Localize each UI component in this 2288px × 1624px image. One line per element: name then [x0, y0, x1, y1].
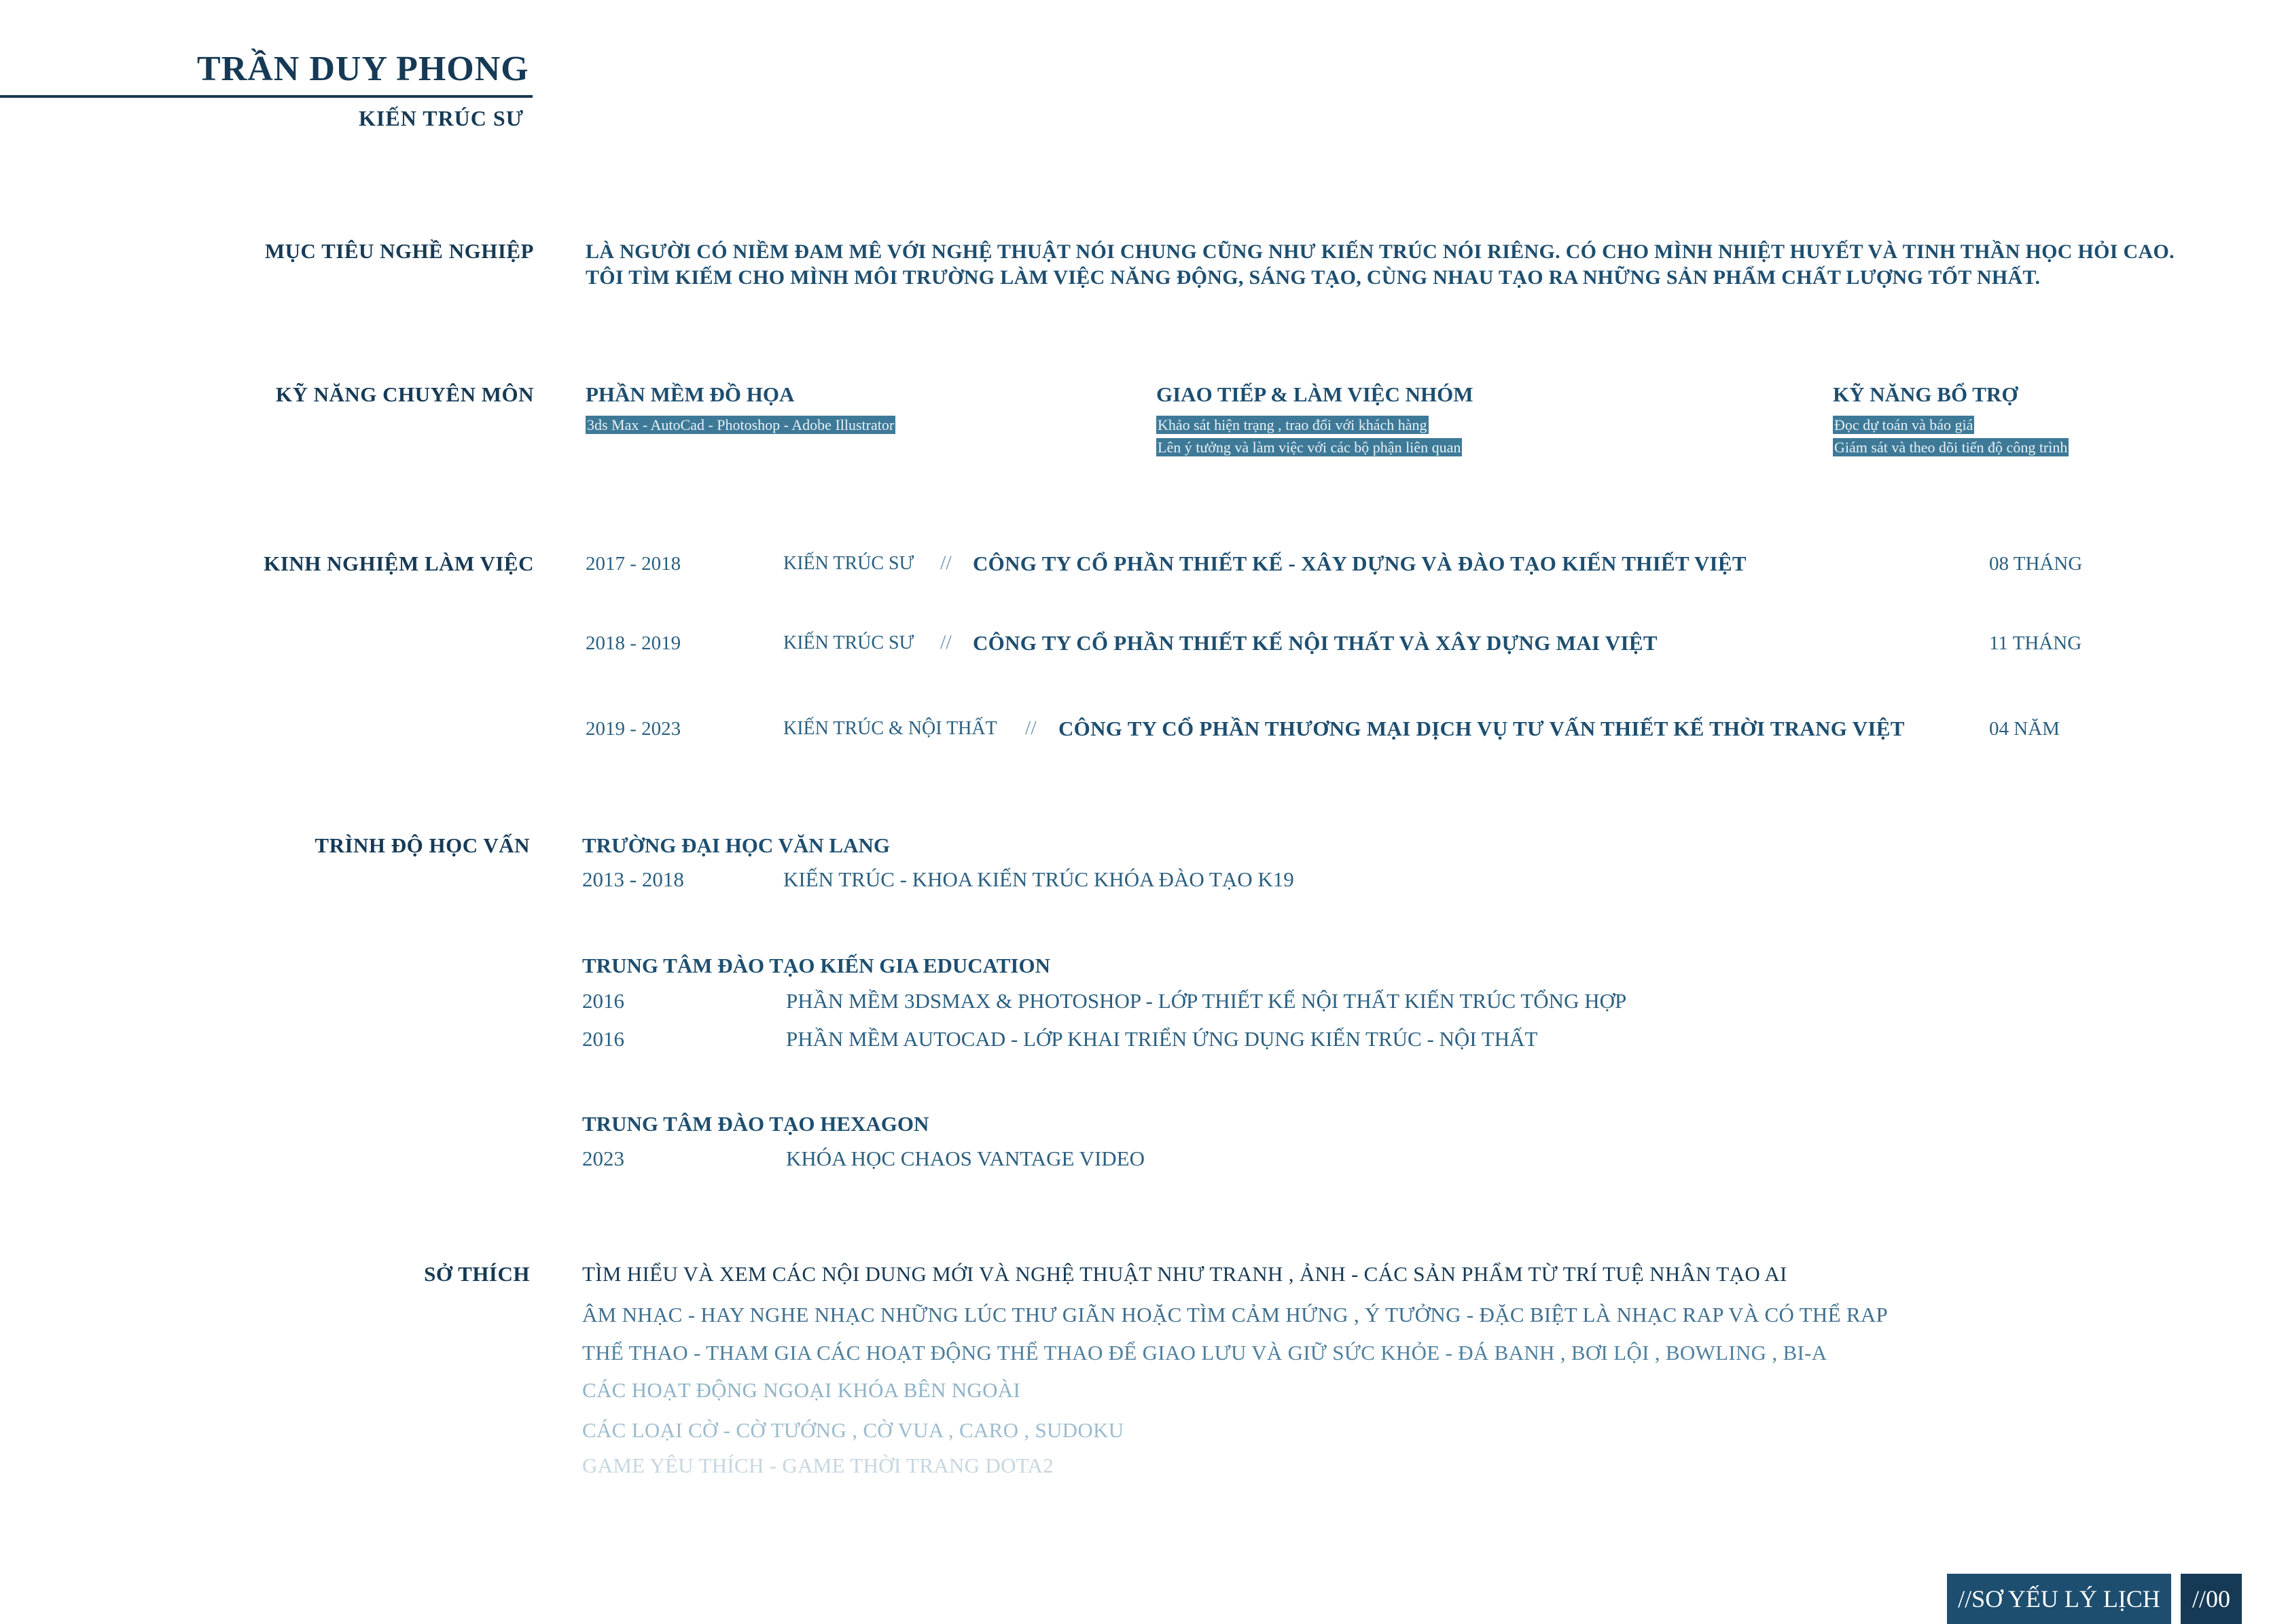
hobby-item: THỂ THAO - THAM GIA CÁC HOẠT ĐỘNG THỂ THAO ĐỂ GIAO LƯU VÀ GIỮ SỨC KHỎE - ĐÁ BANH , BƠI LỘI , BOWLING , BI-A — [582, 1341, 1827, 1365]
experience-company: CÔNG TY CỔ PHẦN THIẾT KẾ - XÂY DỰNG VÀ ĐÀO TẠO KIẾN THIẾT VIỆT — [973, 552, 1747, 575]
experience-position: KIẾN TRÚC SƯ — [783, 632, 914, 653]
footer-section-tag: //SƠ YẾU LÝ LỊCH — [1947, 1574, 2171, 1624]
experience-duration: 04 NĂM — [1989, 718, 2060, 740]
experience-separator: // — [940, 631, 952, 653]
experience-position: KIẾN TRÚC & NỘI THẤT — [783, 718, 997, 739]
experience-separator: // — [1025, 717, 1037, 739]
section-label-skills: KỸ NĂNG CHUYÊN MÔN — [275, 382, 534, 406]
experience-years: 2017 - 2018 — [586, 553, 681, 575]
objective-line-1: LÀ NGƯỜI CÓ NIỀM ĐAM MÊ VỚI NGHỆ THUẬT NÓI CHUNG CŨNG NHƯ KIẾN TRÚC NÓI RIÊNG. CÓ CHO MÌNH NHIỆT HUYẾT VÀ TINH THẦN HỌC HỎI CAO. — [586, 240, 2175, 263]
school-name: TRƯỜNG ĐẠI HỌC VĂN LANG — [582, 833, 890, 857]
skill-item: Đọc dự toán và báo giá — [1834, 416, 1973, 433]
experience-years: 2018 - 2019 — [586, 632, 681, 654]
hobby-item: GAME YÊU THÍCH - GAME THỜI TRANG DOTA2 — [582, 1454, 1054, 1477]
skill-item: Lên ý tưởng và làm việc với các bộ phận liên quan — [1158, 439, 1461, 456]
experience-position: KIẾN TRÚC SƯ — [783, 553, 914, 574]
experience-duration: 11 THÁNG — [1989, 632, 2082, 654]
skill-item: Giám sát và theo dõi tiến độ công trình — [1834, 439, 2068, 456]
education-detail: KIẾN TRÚC - KHOA KIẾN TRÚC KHÓA ĐÀO TẠO K19 — [783, 867, 1294, 891]
experience-separator: // — [940, 552, 952, 574]
hobby-item: ÂM NHẠC - HAY NGHE NHẠC NHỮNG LÚC THƯ GIÃN HOẶC TÌM CẢM HỨNG , Ý TƯỞNG - ĐẶC BIỆT LÀ NHẠC RAP VÀ CÓ THỂ RAP — [582, 1303, 1889, 1327]
education-detail: PHẦN MỀM AUTOCAD - LỚP KHAI TRIỂN ỨNG DỤNG KIẾN TRÚC - NỘI THẤT — [786, 1027, 1538, 1051]
header-divider — [0, 95, 533, 98]
experience-company: CÔNG TY CỔ PHẦN THƯƠNG MẠI DỊCH VỤ TƯ VẤN THIẾT KẾ THỜI TRANG VIỆT — [1058, 717, 1905, 740]
education-year: 2013 - 2018 — [582, 867, 684, 891]
experience-company: CÔNG TY CỔ PHẦN THIẾT KẾ NỘI THẤT VÀ XÂY DỰNG MAI VIỆT — [973, 631, 1658, 655]
school-name: TRUNG TÂM ĐÀO TẠO KIẾN GIA EDUCATION — [582, 954, 1050, 977]
experience-duration: 08 THÁNG — [1989, 553, 2083, 575]
skill-group-title: GIAO TIẾP & LÀM VIỆC NHÓM — [1156, 382, 1473, 406]
education-year: 2016 — [582, 989, 624, 1013]
experience-years: 2019 - 2023 — [586, 718, 681, 740]
skill-group-title: KỸ NĂNG BỔ TRỢ — [1833, 382, 2018, 406]
school-name: TRUNG TÂM ĐÀO TẠO HEXAGON — [582, 1112, 929, 1136]
hobby-item: CÁC HOẠT ĐỘNG NGOẠI KHÓA BÊN NGOÀI — [582, 1378, 1021, 1402]
skill-item: Khảo sát hiện trạng , trao đổi với khách hàng — [1158, 416, 1427, 433]
objective-line-2: TÔI TÌM KIẾM CHO MÌNH MÔI TRƯỜNG LÀM VIỆC NĂNG ĐỘNG, SÁNG TẠO, CÙNG NHAU TẠO RA NHỮNG SẢN PHẨM CHẤT LƯỢNG TỐT NHẤT. — [586, 266, 2041, 289]
footer-page-tag: //00 — [2181, 1574, 2242, 1624]
section-label-education: TRÌNH ĐỘ HỌC VẤN — [315, 833, 530, 857]
education-detail: PHẦN MỀM 3DSMAX & PHOTOSHOP - LỚP THIẾT KẾ NỘI THẤT KIẾN TRÚC TỔNG HỢP — [786, 989, 1627, 1013]
skill-item: 3ds Max - AutoCad - Photoshop - Adobe Illustrator — [587, 416, 895, 433]
skill-group-title: PHẦN MỀM ĐỒ HỌA — [586, 382, 795, 406]
education-year: 2023 — [582, 1147, 624, 1170]
resume-role: KIẾN TRÚC SƯ — [359, 106, 524, 130]
section-label-experience: KINH NGHIỆM LÀM VIỆC — [264, 552, 534, 575]
resume-name: TRẦN DUY PHONG — [197, 50, 529, 88]
education-year: 2016 — [582, 1027, 624, 1051]
education-detail: KHÓA HỌC CHAOS VANTAGE VIDEO — [786, 1147, 1145, 1170]
section-label-objective: MỤC TIÊU NGHỀ NGHIỆP — [264, 239, 534, 263]
hobby-item: CÁC LOẠI CỜ - CỜ TƯỚNG , CỜ VUA , CARO , SUDOKU — [582, 1418, 1124, 1442]
section-label-hobbies: SỞ THÍCH — [424, 1262, 530, 1286]
hobby-item: TÌM HIỂU VÀ XEM CÁC NỘI DUNG MỚI VÀ NGHỆ THUẬT NHƯ TRANH , ẢNH - CÁC SẢN PHẨM TỪ TRÍ TUỆ NHÂN TẠO AI — [582, 1262, 1787, 1286]
